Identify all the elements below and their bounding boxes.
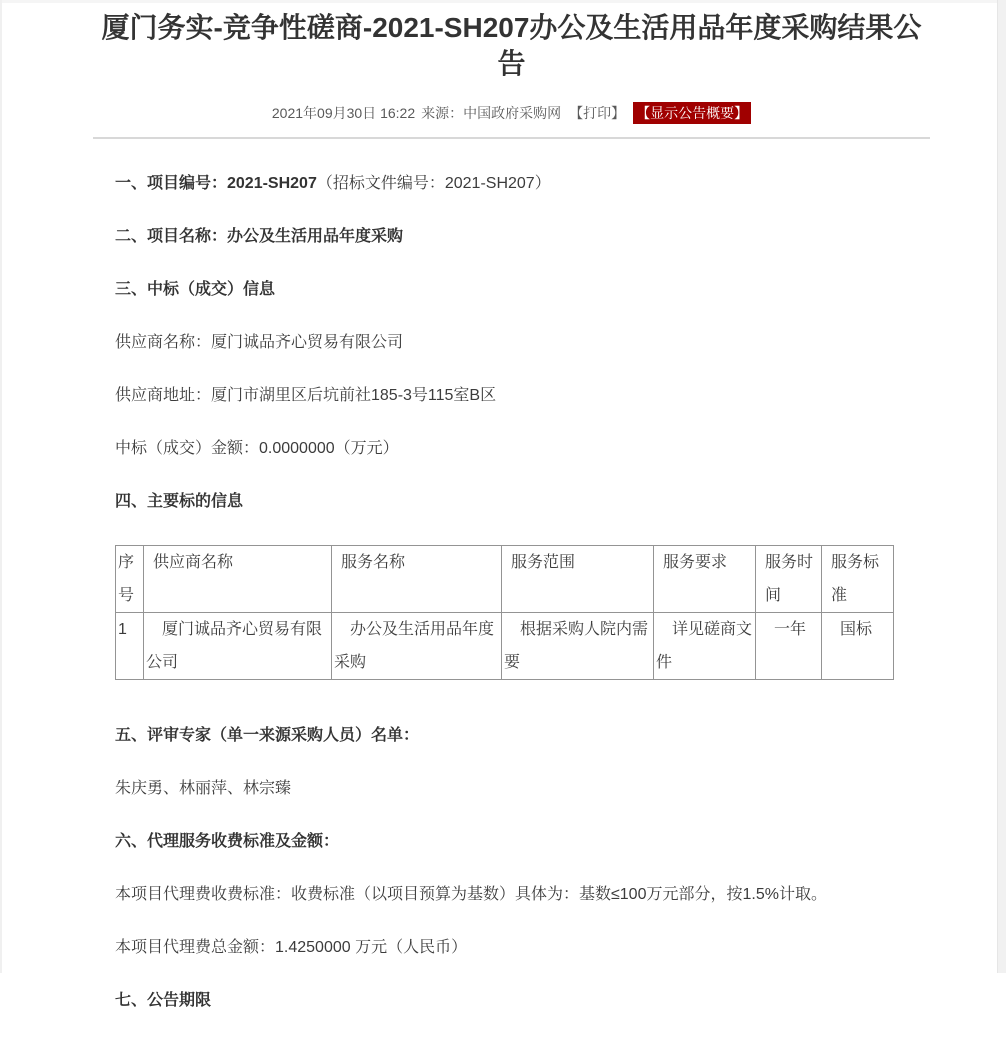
cell-service-standard: 国标 — [822, 613, 894, 680]
award-amount-line: 中标（成交）金额：0.0000000（万元） — [115, 440, 399, 457]
cell-service-scope: 根据采购人院内需要 — [502, 613, 654, 680]
cell-supplier: 厦门诚品齐心贸易有限公司 — [144, 613, 332, 680]
col-header-service-name: 服务名称 — [332, 546, 502, 613]
col-header-seq: 序号 — [116, 546, 144, 613]
table-row — [116, 613, 894, 680]
col-header-service-standard: 服务标准 — [822, 546, 894, 613]
section-heading-award-info: 三、中标（成交）信息 — [115, 281, 276, 298]
main-subject-table — [115, 545, 894, 680]
section-heading-project-name: 二、项目名称：办公及生活用品年度采购 — [115, 228, 404, 245]
section-heading-agency-fee: 六、代理服务收费标准及金额： — [115, 833, 340, 850]
publish-datetime: 2021年09月30日 16:22 — [271, 105, 416, 121]
supplier-address-line: 供应商地址：厦门市湖里区后坑前社185-3号115室B区 — [115, 387, 497, 404]
section-heading-experts: 五、评审专家（单一来源采购人员）名单： — [115, 727, 420, 744]
section-heading-main-subject: 四、主要标的信息 — [115, 493, 244, 510]
project-number-text: 一、项目编号：2021-SH207 — [115, 175, 317, 192]
col-header-supplier: 供应商名称 — [144, 546, 332, 613]
page-left-edge — [0, 0, 2, 973]
section-heading-announcement-period: 七、公告期限 — [115, 992, 212, 1009]
print-button[interactable]: 【打印】 — [569, 105, 626, 121]
supplier-name-line: 供应商名称：厦门诚品齐心贸易有限公司 — [115, 334, 404, 351]
source-label: 来源：中国政府采购网 — [421, 105, 562, 121]
section-heading-project-number — [115, 174, 908, 193]
summary-toggle-button[interactable]: 【显示公告概要】 — [633, 102, 751, 124]
announcement-article — [93, 0, 930, 1044]
cell-seq: 1 — [116, 613, 144, 680]
cell-service-requirement: 详见磋商文件 — [654, 613, 756, 680]
col-header-service-term: 服务时间 — [756, 546, 822, 613]
cell-service-term: 一年 — [756, 613, 822, 680]
expert-names-line: 朱庆勇、林丽萍、林宗臻 — [115, 780, 292, 797]
article-meta — [93, 102, 930, 124]
col-header-service-requirement: 服务要求 — [654, 546, 756, 613]
agency-fee-total-line: 本项目代理费总金额：1.4250000 万元（人民币） — [115, 939, 468, 956]
col-header-service-scope: 服务范围 — [502, 546, 654, 613]
agency-fee-standard-line: 本项目代理费收费标准：收费标准（以项目预算为基数）具体为：基数≤100万元部分，按1.5%计取。 — [115, 886, 827, 903]
table-header-row — [116, 546, 894, 613]
announcement-body — [93, 139, 930, 1010]
cell-service-name: 办公及生活用品年度采购 — [332, 613, 502, 680]
page-title: 厦门务实-竞争性磋商-2021-SH207办公及生活用品年度采购结果公告 — [101, 12, 922, 79]
scrollbar-track[interactable] — [997, 0, 1006, 973]
project-number-suffix: （招标文件编号：2021-SH207） — [316, 175, 551, 192]
